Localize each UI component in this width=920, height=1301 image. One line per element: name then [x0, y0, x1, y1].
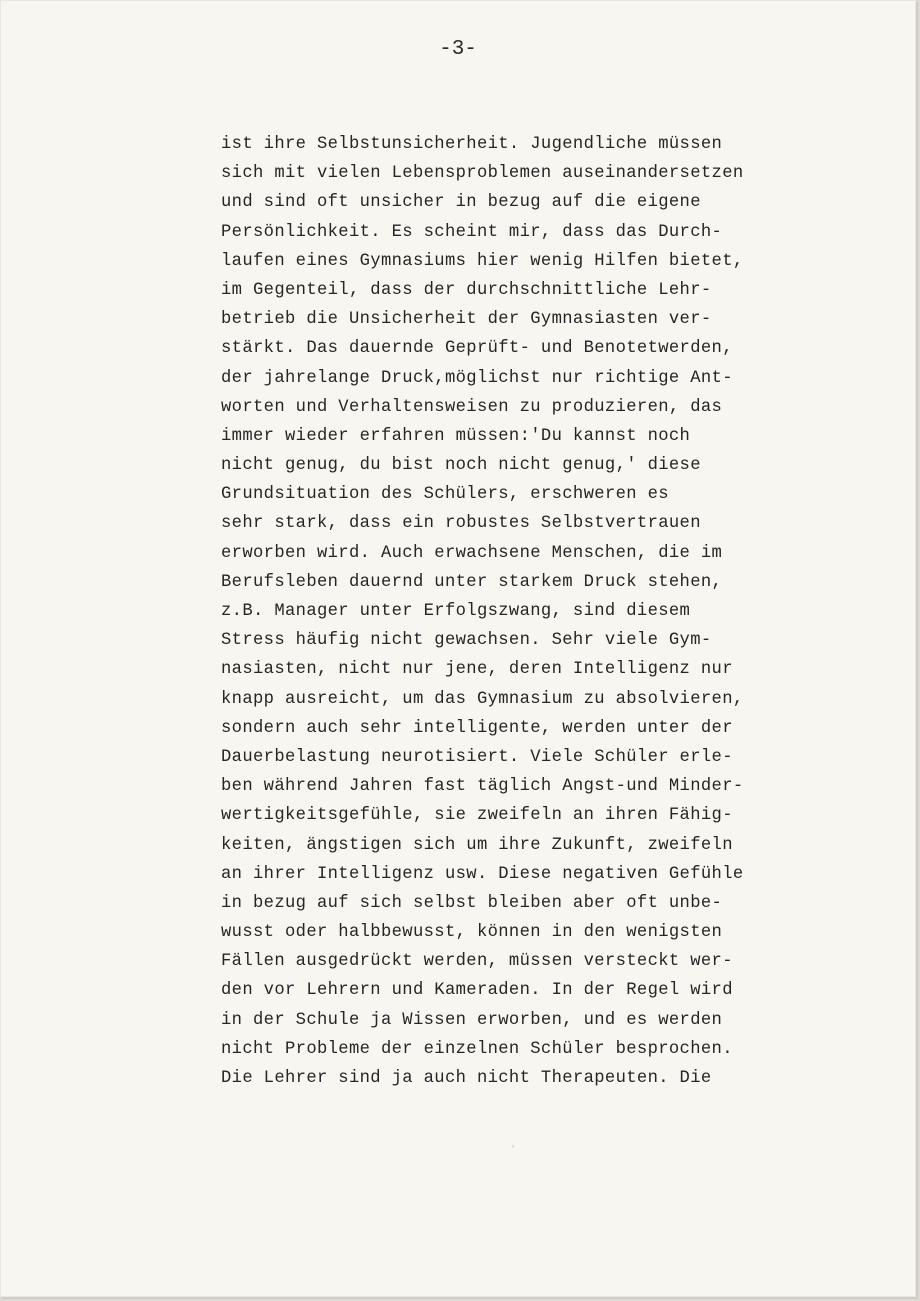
text-line: im Gegenteil, dass der durchschnittliche Lehr-: [221, 280, 712, 300]
text-line: ben während Jahren fast täglich Angst-und Minder-: [221, 777, 744, 797]
text-line: sehr stark, dass ein robustes Selbstvertrauen: [221, 514, 701, 534]
text-line: Stress häufig nicht gewachsen. Sehr viele Gym-: [221, 631, 712, 651]
stray-pencil-mark: ˢ: [512, 1142, 515, 1154]
text-line: in bezug auf sich selbst bleiben aber oft unbe-: [221, 893, 723, 913]
text-line: Grundsituation des Schülers, erschweren es: [221, 485, 669, 505]
text-line: in der Schule ja Wissen erworben, und es werden: [221, 1010, 723, 1030]
text-line: nasiasten, nicht nur jene, deren Intelligenz nur: [221, 660, 733, 680]
text-line: Berufsleben dauernd unter starkem Druck stehen,: [221, 572, 723, 592]
text-line: immer wieder erfahren müssen:'Du kannst noch: [221, 426, 691, 446]
text-line: der jahrelange Druck,möglichst nur richtige Ant-: [221, 368, 733, 388]
text-line: Dauerbelastung neurotisiert. Viele Schüler erle-: [221, 747, 733, 767]
page-number: -3-: [439, 38, 477, 61]
text-line: worten und Verhaltensweisen zu produzieren, das: [221, 397, 723, 417]
text-line: ist ihre Selbstunsicherheit. Jugendliche müssen: [221, 135, 723, 154]
body-text: [221, 130, 811, 1093]
text-line: an ihrer Intelligenz usw. Diese negativen Gefühle: [221, 864, 744, 884]
text-line: laufen eines Gymnasiums hier wenig Hilfen bietet,: [221, 251, 744, 271]
text-line: Die Lehrer sind ja auch nicht Therapeuten. Die: [221, 1069, 712, 1088]
text-line: stärkt. Das dauernde Geprüft- und Benotetwerden,: [221, 339, 733, 359]
text-line: erworben wird. Auch erwachsene Menschen, die im: [221, 543, 723, 563]
text-line: z.B. Manager unter Erfolgszwang, sind diesem: [221, 602, 691, 621]
text-line: knapp ausreicht, um das Gymnasium zu absolvieren,: [221, 689, 744, 709]
text-line: wusst oder halbbewusst, können in den wenigsten: [221, 923, 723, 943]
text-line: sondern auch sehr intelligente, werden unter der: [221, 718, 733, 738]
text-line: wertigkeitsgefühle, sie zweifeln an ihren Fähig-: [221, 806, 733, 826]
text-line: sich mit vielen Lebensproblemen auseinandersetzen: [221, 164, 744, 184]
text-line: und sind oft unsicher in bezug auf die eigene: [221, 193, 701, 213]
text-line: betrieb die Unsicherheit der Gymnasiasten ver-: [221, 310, 712, 330]
text-line: keiten, ängstigen sich um ihre Zukunft, zweifeln: [221, 835, 733, 855]
text-line: nicht genug, du bist noch nicht genug,' diese: [221, 456, 701, 476]
text-line: Persönlichkeit. Es scheint mir, dass das Durch-: [221, 222, 723, 242]
text-line: Fällen ausgedrückt werden, müssen versteckt wer-: [221, 952, 733, 972]
text-line: den vor Lehrern und Kameraden. In der Regel wird: [221, 981, 733, 1001]
text-line: nicht Probleme der einzelnen Schüler besprochen.: [221, 1039, 733, 1059]
